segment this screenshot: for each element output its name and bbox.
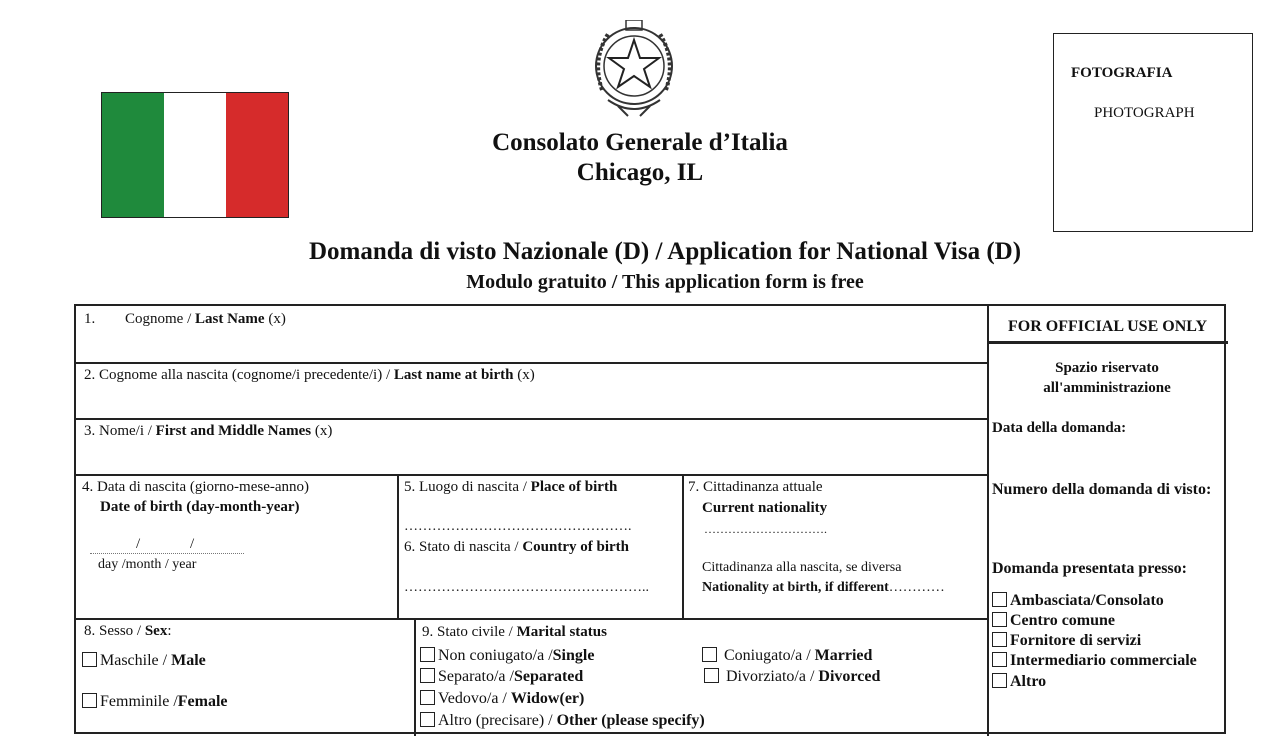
row-divider (76, 418, 987, 420)
sex-option-male[interactable] (82, 652, 206, 670)
label-en: Place of birth (530, 479, 618, 495)
label-en: Other (please specify) (556, 712, 705, 729)
photo-label-en: PHOTOGRAPH (1094, 105, 1195, 121)
dob-slash-2: / (190, 536, 195, 552)
flag-green-stripe (102, 93, 164, 217)
first-names-input[interactable] (84, 444, 974, 470)
official-option-service-provider[interactable] (992, 632, 1141, 650)
field-last-name-label (84, 311, 286, 328)
country-of-birth-input[interactable]: …………………………………………….. (404, 580, 649, 595)
official-reserved-note: Spazio riservato all'amministrazione (1043, 360, 1171, 396)
label-it: Maschile / (100, 652, 172, 669)
nationality-input[interactable]: …………………………. (704, 522, 827, 536)
field-nationality-label-it: 7. Cittadinanza attuale (688, 479, 823, 495)
field-birth-nationality-label (702, 580, 945, 596)
checkbox[interactable] (82, 693, 97, 708)
checkbox[interactable] (992, 612, 1007, 627)
label-it: Divorziato/a / (726, 668, 819, 685)
label-it: 2. Cognome alla nascita (cognome/i precedente/i) / (84, 367, 394, 383)
dob-parts-hint: day /month / year (98, 557, 197, 572)
official-column-divider (987, 306, 989, 736)
field-last-name-birth-label (84, 367, 535, 384)
column-divider (682, 474, 684, 618)
last-name-birth-input[interactable] (84, 388, 974, 414)
label-en: Sex (144, 623, 168, 639)
row-divider (76, 474, 987, 476)
official-number-label: Numero della domanda di visto: (992, 481, 1212, 498)
label-it: Femminile / (100, 693, 178, 710)
field-dob-label-en: Date of birth (day-month-year) (100, 499, 300, 515)
form-title: Domanda di visto Nazionale (D) / Application for National Visa (D) (308, 238, 1022, 265)
label-en: Male (171, 652, 206, 669)
field-first-names-label (84, 423, 332, 440)
consulate-name (430, 128, 850, 188)
column-divider (414, 618, 416, 736)
checkbox[interactable] (702, 647, 717, 662)
official-header-divider (987, 341, 1228, 344)
option-label: Intermediario commerciale (1010, 652, 1197, 669)
option-label: Ambasciata/Consolato (1010, 592, 1164, 609)
label-it: Cognome / (125, 311, 195, 327)
checkbox[interactable] (992, 592, 1007, 607)
label-it: Vedovo/a / (438, 690, 511, 707)
form-subtitle: Modulo gratuito / This application form is free (466, 271, 864, 293)
label-it: 8. Sesso / (84, 623, 145, 639)
label-en: First and Middle Names (155, 423, 312, 439)
official-option-embassy[interactable] (992, 592, 1164, 610)
photo-box (1053, 33, 1253, 232)
official-date-label: Data della domanda: (992, 420, 1127, 436)
photo-label-it: FOTOGRAFIA (1071, 65, 1173, 81)
italian-flag (101, 92, 289, 218)
label-colon: : (167, 623, 172, 639)
field-country-of-birth-label (404, 539, 629, 556)
row-divider (76, 362, 987, 364)
checkbox[interactable] (420, 690, 435, 705)
flag-red-stripe (226, 93, 288, 217)
label-en: Nationality at birth, if different (702, 580, 889, 595)
checkbox[interactable] (992, 673, 1007, 688)
consulate-line-2: Chicago, IL (576, 159, 704, 186)
place-of-birth-input[interactable]: …………………………………………. (404, 519, 632, 534)
marital-option-separated[interactable] (420, 668, 583, 686)
label-en: Country of birth (522, 539, 629, 555)
field-birth-nationality-label-it: Cittadinanza alla nascita, se diversa (702, 560, 902, 575)
field-nationality-label-en: Current nationality (702, 500, 828, 516)
dob-slash-1: / (136, 536, 141, 552)
consulate-line-1: Consolato Generale d’Italia (492, 129, 788, 156)
checkbox[interactable] (420, 668, 435, 683)
label-en: Last name at birth (393, 367, 514, 383)
italian-republic-emblem-icon (588, 20, 680, 122)
birth-nationality-input[interactable]: ………… (888, 580, 945, 595)
label-it: 5. Luogo di nascita / (404, 479, 531, 495)
label-en: Divorced (818, 668, 881, 685)
field-number: 1. (84, 311, 96, 327)
option-label: Fornitore di servizi (1010, 632, 1142, 649)
label-en: Female (177, 693, 228, 710)
label-it: 6. Stato di nascita / (404, 539, 523, 555)
label-en: Last Name (195, 311, 265, 327)
dob-input[interactable] (90, 532, 244, 554)
field-place-of-birth-label (404, 479, 617, 496)
official-option-commercial-intermediary[interactable] (992, 652, 1197, 670)
checkbox[interactable] (82, 652, 97, 667)
option-label: Altro (1010, 673, 1047, 690)
application-form (74, 304, 1226, 734)
checkbox[interactable] (704, 668, 719, 683)
label-it: Separato/a / (438, 668, 514, 685)
field-sex-label (84, 623, 172, 640)
label-it: Non coniugato/a / (438, 647, 553, 664)
checkbox[interactable] (992, 632, 1007, 647)
checkbox[interactable] (420, 647, 435, 662)
label-suffix: (x) (264, 311, 286, 327)
checkbox[interactable] (992, 652, 1007, 667)
field-dob-label-it: 4. Data di nascita (giorno-mese-anno) (82, 479, 309, 495)
label-suffix: (x) (311, 423, 333, 439)
row-divider (76, 618, 987, 620)
flag-white-stripe (164, 93, 226, 217)
official-use-header: FOR OFFICIAL USE ONLY (1008, 318, 1207, 335)
label-en: Widow(er) (510, 690, 585, 707)
label-it: Coniugato/a / (724, 647, 815, 664)
official-option-other[interactable] (992, 673, 1046, 691)
label-en: Single (552, 647, 595, 664)
sex-option-female[interactable] (82, 693, 228, 711)
marital-option-divorced[interactable] (704, 668, 880, 686)
label-suffix: (x) (513, 367, 535, 383)
label-it: 9. Stato civile / (422, 624, 517, 640)
label-it: 3. Nome/i / (84, 423, 156, 439)
field-marital-status-label (422, 624, 607, 641)
official-option-common-center[interactable] (992, 612, 1115, 630)
option-label: Centro comune (1010, 612, 1116, 629)
label-en: Marital status (516, 624, 607, 640)
label-en: Separated (513, 668, 584, 685)
marital-option-widow[interactable] (420, 690, 584, 708)
label-it: Altro (precisare) / (438, 712, 557, 729)
official-submitted-label: Domanda presentata presso: (992, 560, 1187, 577)
last-name-input[interactable] (84, 332, 974, 358)
label-en: Married (814, 647, 873, 664)
marital-option-single[interactable] (420, 647, 594, 665)
marital-option-other[interactable] (420, 712, 705, 730)
column-divider (397, 474, 399, 618)
marital-option-married[interactable] (702, 647, 872, 665)
